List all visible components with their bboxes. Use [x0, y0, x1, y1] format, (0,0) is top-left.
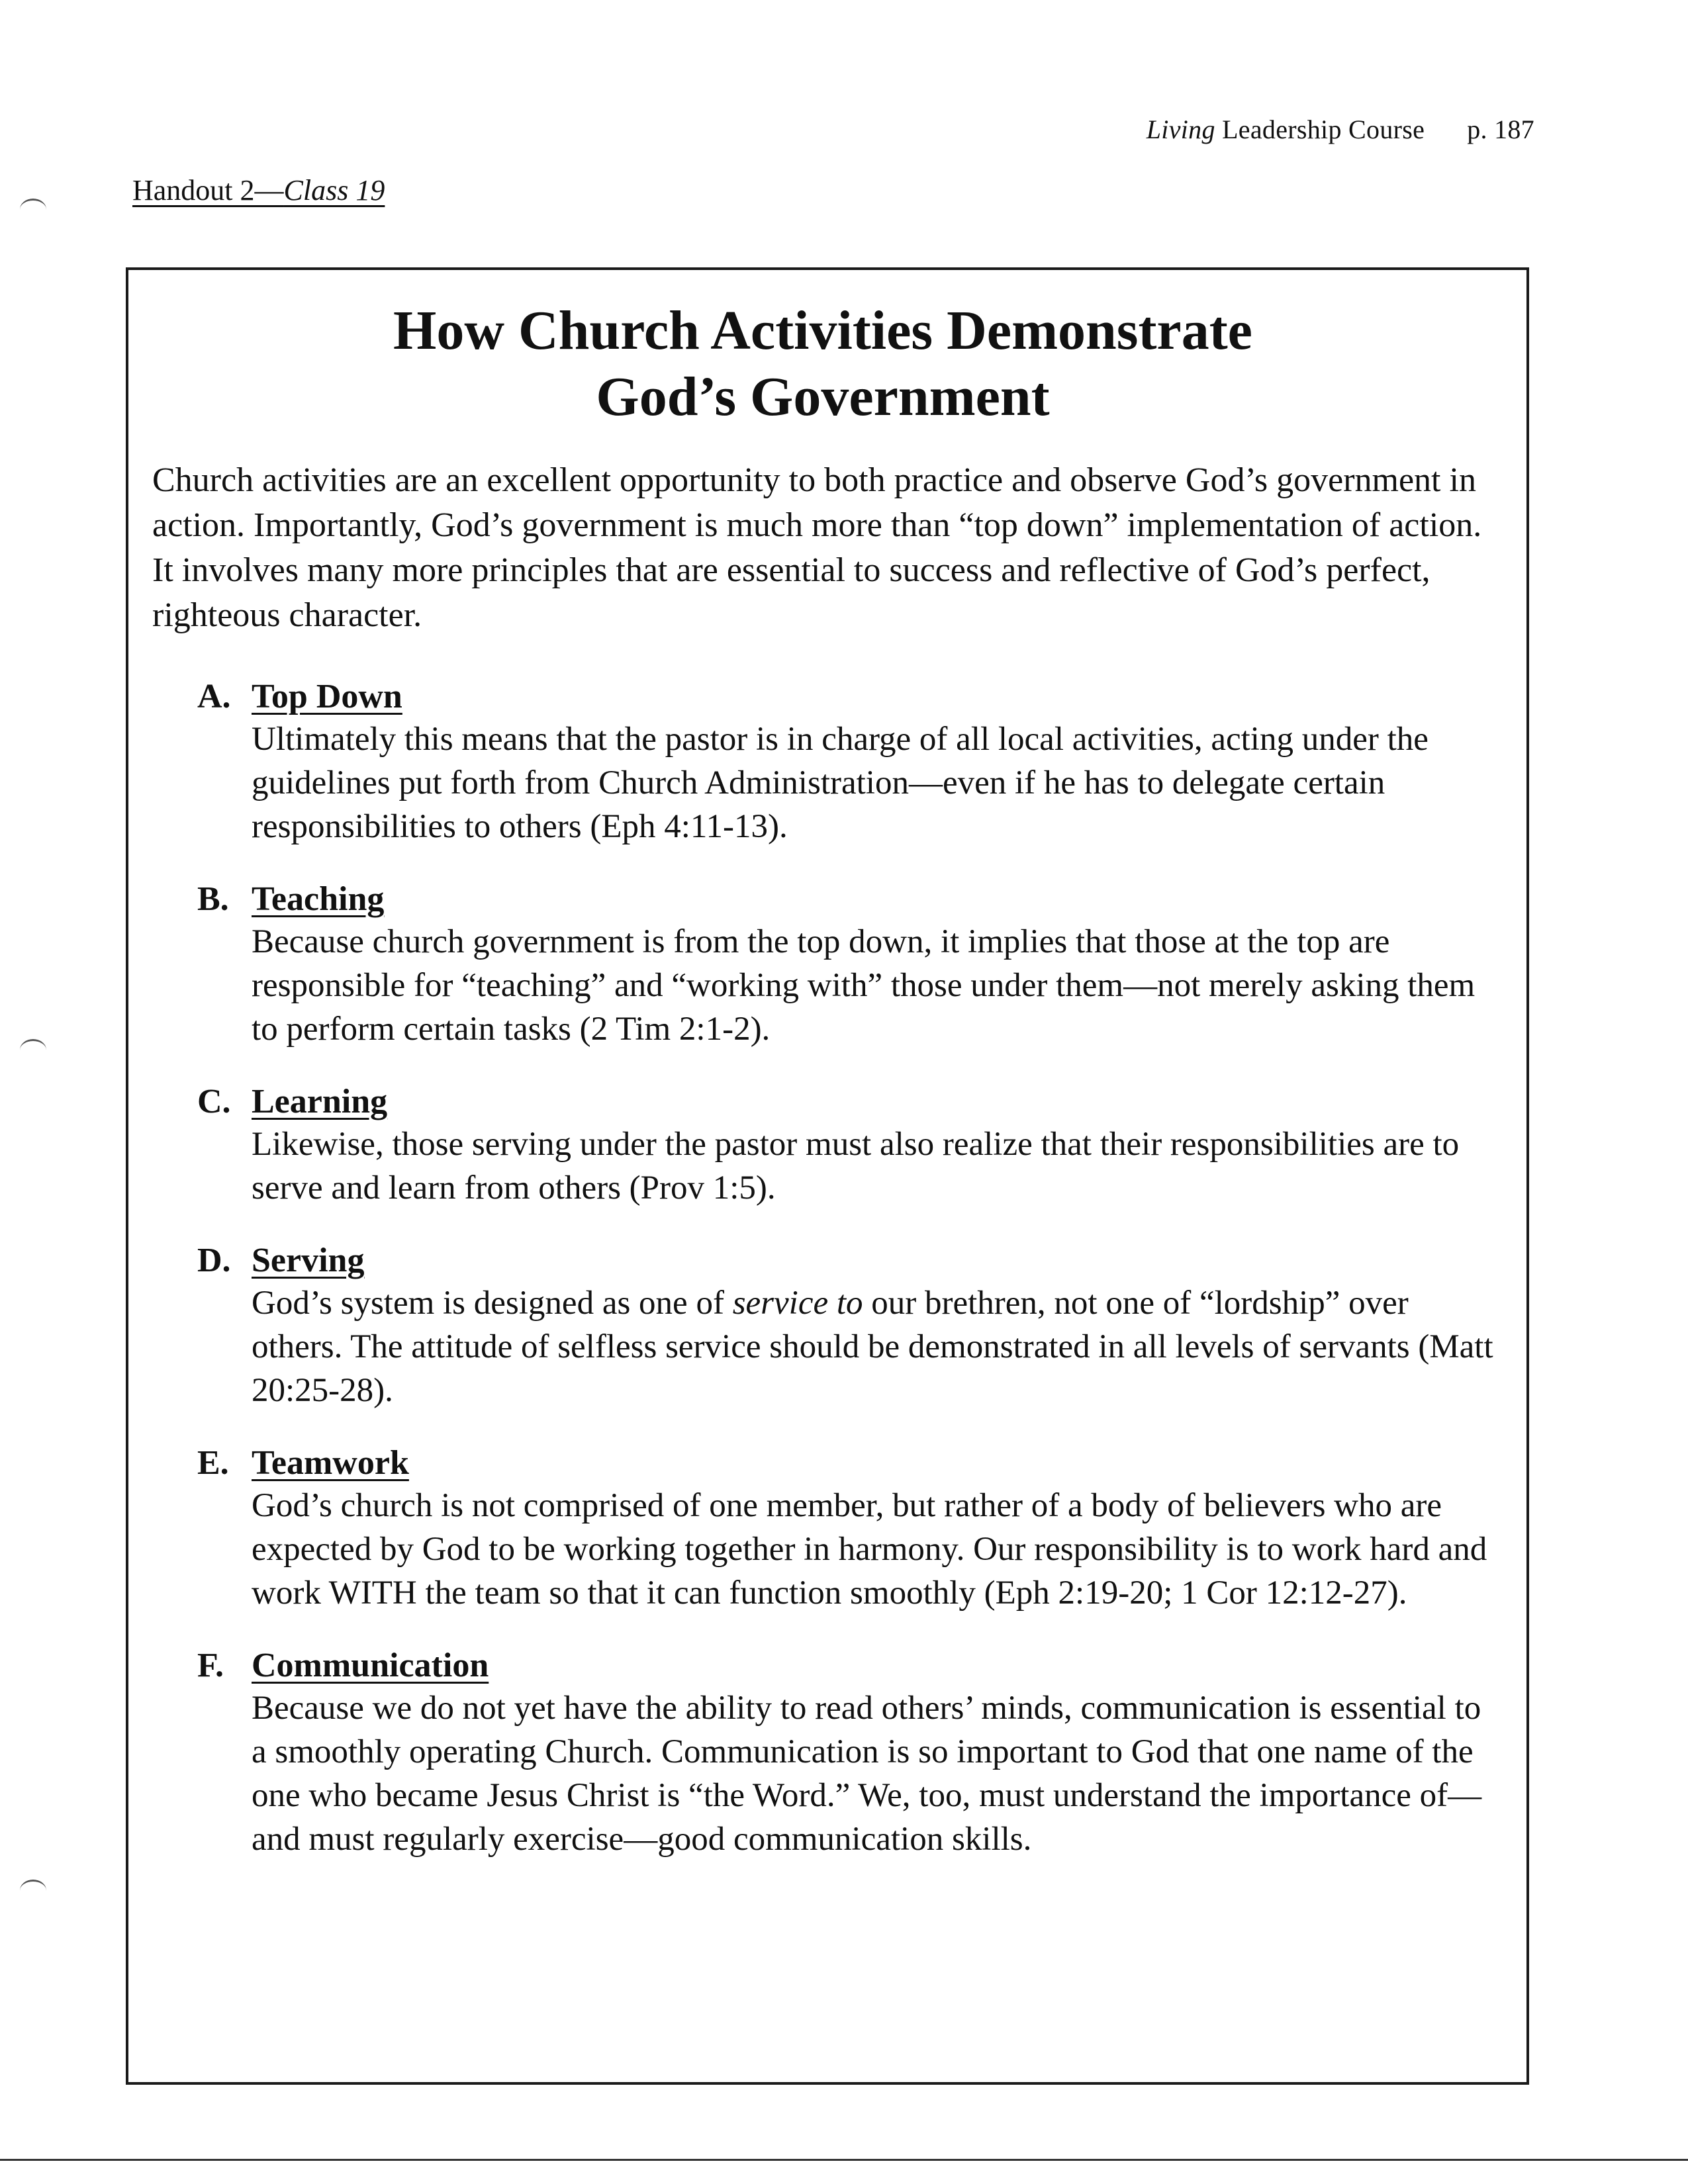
scan-edge-line: [0, 2159, 1688, 2161]
section-body: [252, 1281, 1493, 1412]
handout-label: [132, 173, 385, 207]
section-serving: [152, 1240, 1493, 1412]
handout-number: Handout 2—: [132, 174, 284, 206]
section-heading: [197, 879, 1493, 920]
section-title: Learning: [252, 1083, 388, 1120]
section-learning: [152, 1081, 1493, 1210]
section-body: Likewise, those serving under the pastor must also realize that their responsibilities are to serve and learn from others (Prov 1:5).: [252, 1126, 1460, 1206]
page-title: [152, 298, 1493, 430]
section-body: Ultimately this means that the pastor is in charge of all local activities, acting under the guidelines put forth from Church Administration—even if he has to delegate certain responsibilities to others (Eph 4:11-13).: [252, 721, 1429, 845]
section-heading: [197, 1240, 1493, 1281]
section-letter: E.: [197, 1444, 229, 1482]
section-body: God’s church is not comprised of one member, but rather of a body of believers who are expected by God to be working together in harmony. Our responsibility is to work hard and work WITH the team so that it can function smoothly (Eph 2:19-20; 1 Cor 12:12-27).: [252, 1487, 1487, 1612]
course-name: Leadership Course: [1215, 114, 1425, 144]
section-heading: [197, 1081, 1493, 1122]
section-title: Top Down: [252, 678, 402, 715]
title-line-2: God’s Government: [596, 366, 1050, 428]
page-number: p. 187: [1467, 114, 1534, 144]
section-letter: B.: [197, 880, 229, 918]
section-top-down: [152, 676, 1493, 848]
intro-paragraph: Church activities are an excellent opportunity to both practice and observe God’s government in action. Importantly, God’s government is much more than “top down” implementation of action. It involves many more principles that are essential to success and reflective of God’s perfect, righteous character.: [152, 461, 1482, 634]
section-heading: [197, 1645, 1493, 1686]
section-teamwork: [152, 1443, 1493, 1615]
section-letter: C.: [197, 1083, 231, 1120]
section-heading: [197, 676, 1493, 717]
section-body: Because church government is from the top down, it implies that those at the top are responsible for “teaching” and “working with” those under them—not merely asking them to perform certain tasks (2 Tim 2:1-2).: [252, 923, 1476, 1048]
binder-hole-mark: [20, 1880, 46, 1901]
section-letter: A.: [197, 678, 231, 715]
section-body-text: God’s system is designed as one of: [252, 1285, 733, 1322]
section-communication: [152, 1645, 1493, 1861]
course-name-italic: Living: [1146, 114, 1215, 144]
binder-hole-mark: [20, 199, 46, 220]
running-header: [1147, 114, 1534, 145]
title-line-1: How Church Activities Demonstrate: [393, 300, 1252, 361]
section-title: Teamwork: [252, 1444, 409, 1482]
handout-content-box: [126, 267, 1529, 2085]
binder-hole-mark: [20, 1039, 46, 1061]
class-number: Class 19: [283, 174, 385, 206]
section-title: Serving: [252, 1242, 365, 1279]
section-heading: [197, 1443, 1493, 1484]
section-body-emphasis: service to: [732, 1285, 863, 1322]
section-letter: F.: [197, 1647, 224, 1684]
section-title: Teaching: [252, 880, 385, 918]
section-letter: D.: [197, 1242, 231, 1279]
section-body-text: our brethren, not one of “lordship” over others. The attitude of selfless service should be demonstrated in all levels of servants (Matt 20:25-28).: [252, 1285, 1493, 1409]
section-body: Because we do not yet have the ability to read others’ minds, communication is essential to a smoothly operating Church. Communication is so important to God that one name of the one who became Jesus Christ is “the Word.” We, too, must understand the importance of—and must regularly exercise—good communication skills.: [252, 1690, 1482, 1858]
section-title: Communication: [252, 1647, 489, 1684]
section-teaching: [152, 879, 1493, 1051]
